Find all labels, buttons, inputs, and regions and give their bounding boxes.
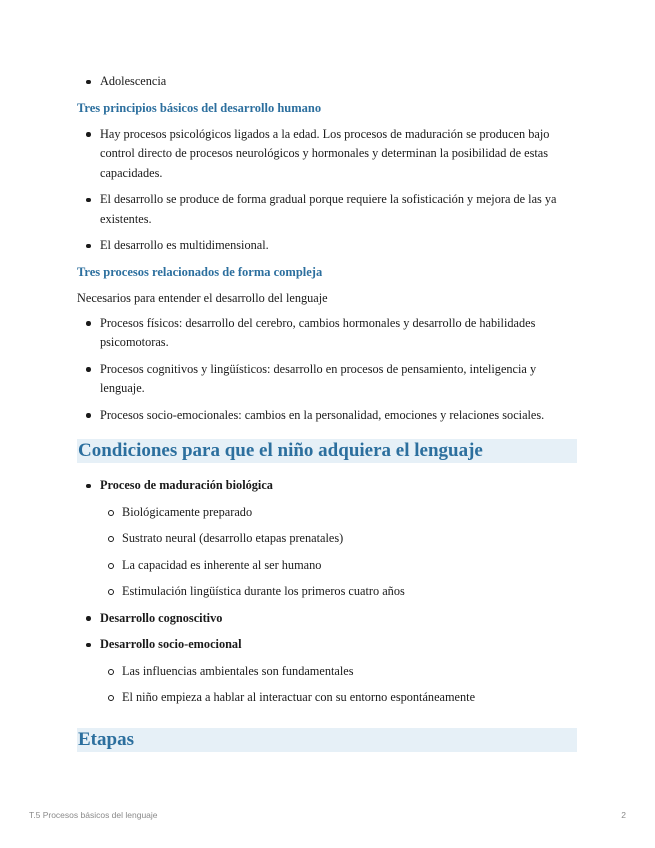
condition-subitem: El niño empieza a hablar al interactuar con su entorno espontáneamente	[77, 688, 577, 708]
condition-subitem: La capacidad es inherente al ser humano	[77, 556, 577, 576]
list-item: Adolescencia	[77, 72, 577, 92]
condition-subitem: Estimulación lingüística durante los primeros cuatro años	[77, 582, 577, 602]
list-item: El desarrollo es multidimensional.	[77, 236, 577, 256]
processes-list	[77, 314, 577, 426]
list-item: Procesos cognitivos y lingüísticos: desarrollo en procesos de pensamiento, inteligencia y lenguaje.	[77, 360, 577, 399]
page-content	[77, 72, 577, 752]
conditions-heading: Condiciones para que el niño adquiera el lenguaje	[77, 439, 577, 463]
top-list	[77, 72, 577, 92]
list-item: Hay procesos psicológicos ligados a la edad. Los procesos de maduración se producen bajo control directo de procesos neurológicos y hormonales y determinan la posibilidad de estas capacidades.	[77, 125, 577, 184]
conditions-list	[77, 476, 577, 708]
etapas-heading: Etapas	[77, 728, 577, 752]
section-heading-principles: Tres principios básicos del desarrollo humano	[77, 100, 322, 115]
section-intro: Necesarios para entender el desarrollo del lenguaje	[77, 290, 328, 305]
condition-group-title: Desarrollo socio-emocional	[77, 635, 577, 655]
condition-group-title: Proceso de maduración biológica	[77, 476, 577, 496]
list-item: El desarrollo se produce de forma gradual porque requiere la sofisticación y mejora de las ya existentes.	[77, 190, 577, 229]
section-heading-processes: Tres procesos relacionados de forma compleja	[77, 264, 323, 279]
list-item: Procesos socio-emocionales: cambios en la personalidad, emociones y relaciones sociales.	[77, 406, 577, 426]
condition-subitem: Sustrato neural (desarrollo etapas prenatales)	[77, 529, 577, 549]
principles-list	[77, 125, 577, 256]
condition-subitem: Biológicamente preparado	[77, 503, 577, 523]
list-item: Procesos físicos: desarrollo del cerebro, cambios hormonales y desarrollo de habilidades psicomotoras.	[77, 314, 577, 353]
condition-group-title: Desarrollo cognoscitivo	[77, 609, 577, 629]
page-number: 2	[621, 810, 626, 820]
page-footer	[29, 810, 626, 820]
footer-title: T.5 Procesos básicos del lenguaje	[29, 810, 158, 820]
condition-subitem: Las influencias ambientales son fundamentales	[77, 662, 577, 682]
